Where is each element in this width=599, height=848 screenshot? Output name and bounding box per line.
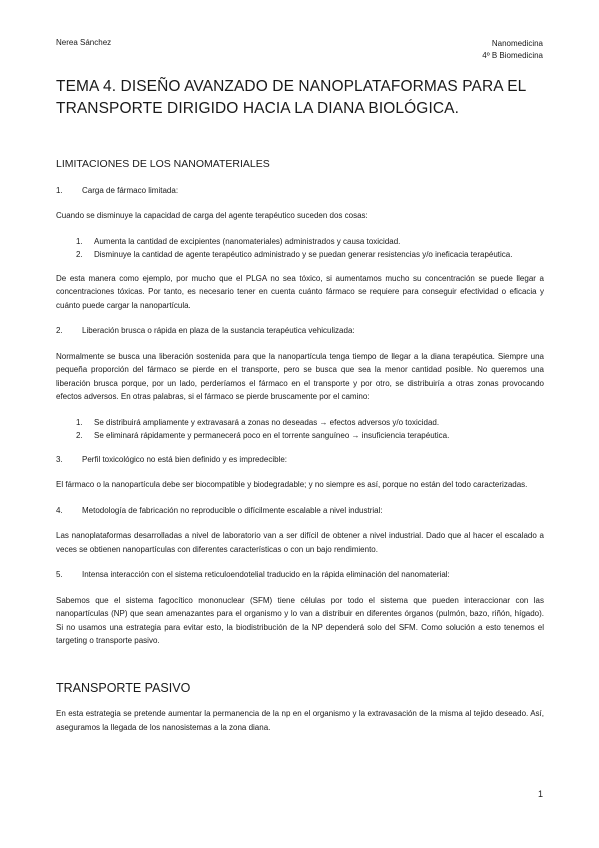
paragraph: En esta estrategia se pretende aumentar la permanencia de la np en el organismo y la extravasación de la misma al tejido deseado. Así, aseguramos la llegada de los nanosistemas a la zona diana. bbox=[56, 709, 544, 732]
list-item bbox=[56, 568, 544, 582]
item-title: Metodología de fabricación no reproducible o difícilmente escalable a nivel industrial: bbox=[82, 505, 383, 515]
sub-item-number: 2. bbox=[76, 431, 83, 440]
item-title: Carga de fármaco limitada: bbox=[82, 185, 179, 195]
list-item bbox=[56, 184, 544, 198]
list-item bbox=[56, 324, 544, 338]
item-number: 4. bbox=[56, 505, 63, 515]
paragraph: El fármaco o la nanopartícula debe ser biocompatible y biodegradable; y no siempre es así, porque no están del todo caracterizadas. bbox=[56, 480, 528, 489]
sub-list bbox=[56, 235, 544, 262]
sub-item-number: 2. bbox=[76, 250, 83, 259]
section-heading-limitations: LIMITACIONES DE LOS NANOMATERIALES bbox=[56, 158, 270, 170]
sub-list-item bbox=[76, 429, 544, 443]
sub-list-item bbox=[76, 235, 544, 249]
item-number: 1. bbox=[56, 185, 63, 195]
section-heading-passive-transport: TRANSPORTE PASIVO bbox=[56, 680, 191, 695]
sub-item-text: Disminuye la cantidad de agente terapéutico administrado y se puedan generar resistencias y/o ineficacia terapéutica. bbox=[94, 250, 513, 259]
sub-item-number: 1. bbox=[76, 236, 83, 246]
page-title: TEMA 4. DISEÑO AVANZADO DE NANOPLATAFORMAS PARA EL TRANSPORTE DIRIGIDO HACIA LA DIANA BIOLÓGICA. bbox=[56, 78, 526, 117]
paragraph: Cuando se disminuye la capacidad de carga del agente terapéutico suceden dos cosas: bbox=[56, 211, 368, 220]
sub-item-text: Se eliminará rápidamente y permanecerá poco en el torrente sanguíneo → insuficiencia terapéutica. bbox=[94, 431, 450, 440]
header-right bbox=[482, 38, 543, 62]
list-item bbox=[56, 453, 544, 467]
sub-item-text: Aumenta la cantidad de excipientes (nanomateriales) administrados y causa toxicidad. bbox=[94, 236, 401, 246]
list-item bbox=[56, 504, 544, 518]
item-number: 2. bbox=[56, 326, 63, 335]
sub-list-item bbox=[76, 416, 544, 430]
item-title: Liberación brusca o rápida en plaza de la sustancia terapéutica vehiculizada: bbox=[82, 326, 355, 335]
paragraph: De esta manera como ejemplo, por mucho que el PLGA no sea tóxico, si aumentamos mucho su concentración se puede llegar a concentraciones tóxicas. Por tanto, es necesario tener en cuenta cuánto fármaco se requiere para conseguir efectividad o eficacia y cuánto puede cargar la nanopartícula. bbox=[56, 273, 544, 310]
sub-list-item bbox=[76, 248, 544, 262]
paragraph: Sabemos que el sistema fagocítico mononuclear (SFM) tiene células por todo el sistema que pueden interaccionar con las nanopartículas (NP) que sean amenazantes para el organismo y lo van a distribuir en diferentes órganos (pulmón, bazo, riñón, hígado). Si no usamos una estrategia para evitar esto, la biodistribución de la NP dependerá solo del SFM. Como solución a esto tenemos el targeting o transporte pasivo. bbox=[56, 595, 544, 645]
paragraph: Normalmente se busca una liberación sostenida para que la nanopartícula tenga tiempo de llegar a la diana terapéutica. Siempre una pequeña proporción del fármaco se pierde en el transporte, pero se busca que sea la menor cantidad posible. No queremos una liberación brusca porque, por un lado, perderíamos el fármaco en el transporte y por otro, se distribuiría a otras zonas provocando efectos adversos. En otras palabras, si el fármaco se pierde bruscamente por el camino: bbox=[56, 351, 544, 401]
document-body bbox=[56, 158, 544, 746]
sub-item-text: Se distribuirá ampliamente y extravasará a zonas no deseadas → efectos adversos y/o toxicidad. bbox=[94, 417, 440, 427]
sub-item-number: 1. bbox=[76, 417, 83, 427]
item-number: 3. bbox=[56, 454, 63, 464]
paragraph: Las nanoplataformas desarrolladas a nivel de laboratorio van a ser difícil de obtener a nivel industrial. Dado que al hacer el escalado a veces se obtienen nanopartículas con diferentes características o con un bajo rendimiento. bbox=[56, 531, 544, 554]
header-author: Nerea Sánchez bbox=[56, 38, 112, 47]
item-number: 5. bbox=[56, 570, 63, 579]
item-title: Intensa interacción con el sistema reticuloendotelial traducido en la rápida eliminación del nanomaterial: bbox=[82, 570, 450, 579]
item-title: Perfil toxicológico no está bien definido y es impredecible: bbox=[82, 454, 288, 464]
page-number: 1 bbox=[537, 789, 543, 799]
header-course: 4º B Biomedicina bbox=[482, 51, 543, 60]
header-subject: Nanomedicina bbox=[491, 39, 543, 48]
sub-list bbox=[56, 416, 544, 443]
